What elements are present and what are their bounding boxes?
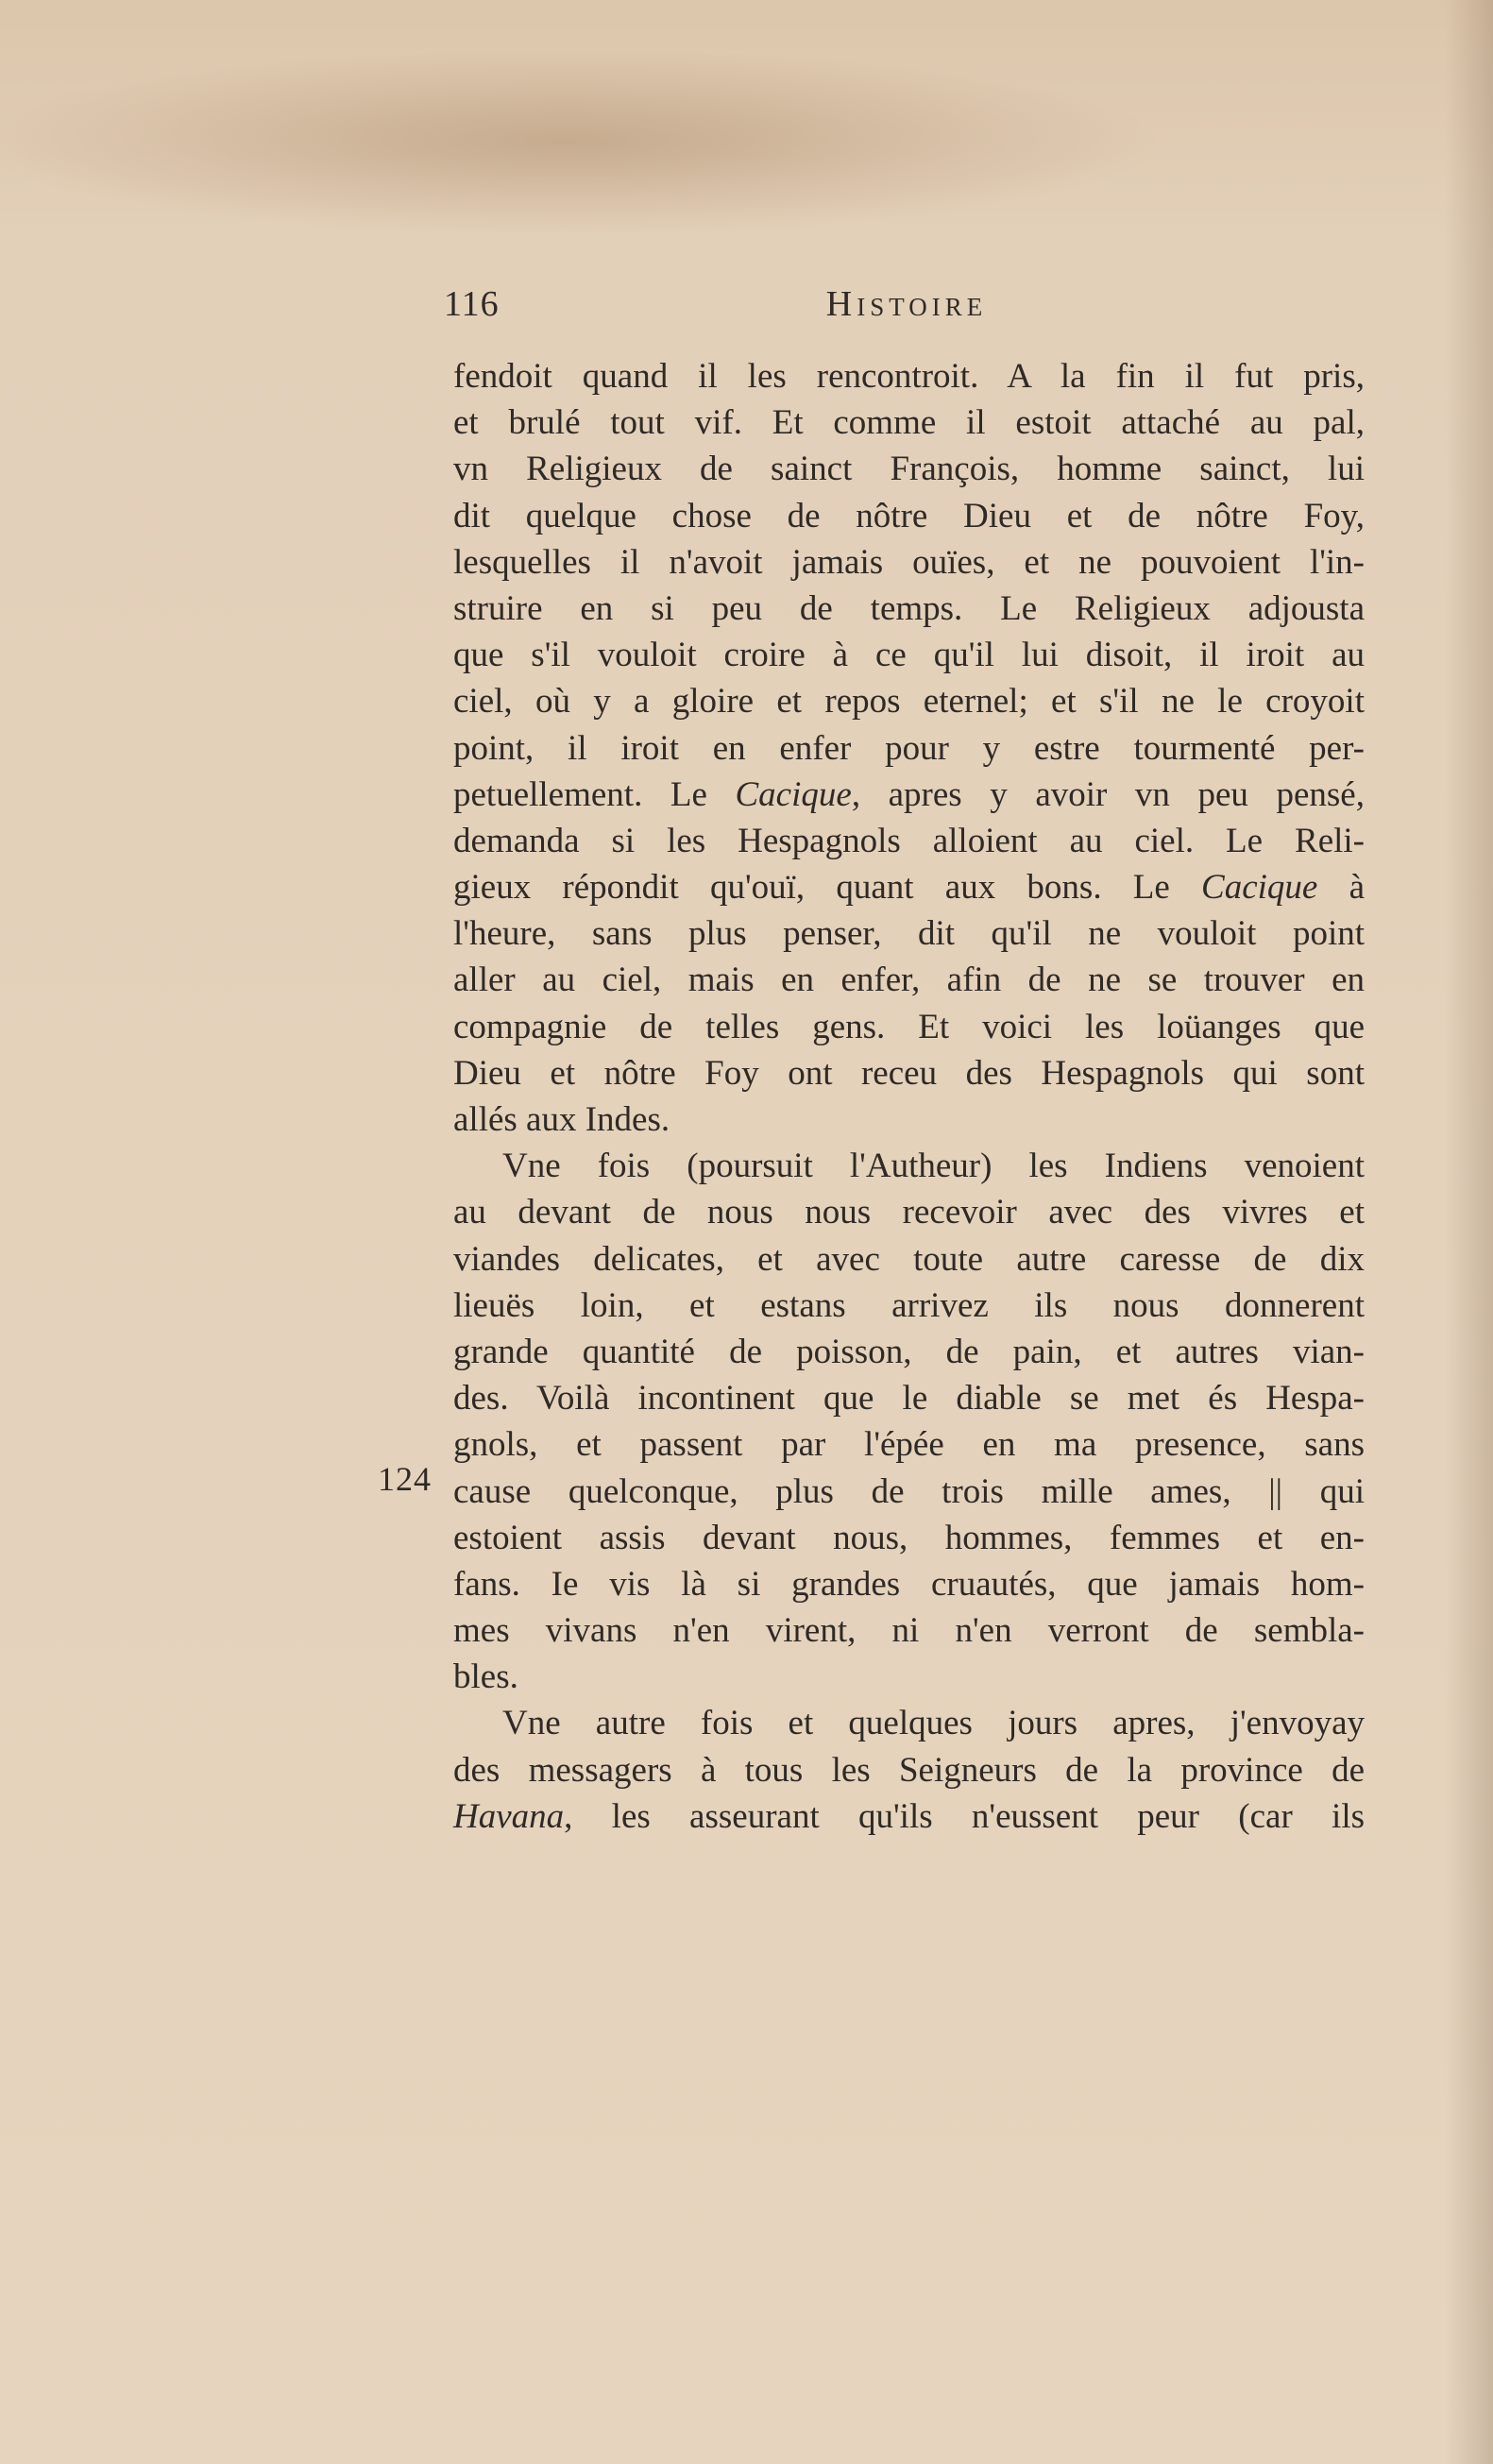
text-line: au devant de nous nous recevoir avec des vivres et (453, 1193, 1365, 1232)
text-line: ciel, où y a gloire et repos eternel; et s'il ne le croyoit (453, 682, 1365, 722)
text-line: fans. Ie vis là si grandes cruautés, que jamais hom- (453, 1564, 1365, 1604)
text-line: dit quelque chose de nôtre Dieu et de nôtre Foy, (453, 496, 1365, 535)
text-line: que s'il vouloit croire à ce qu'il lui disoit, il iroit au (453, 636, 1365, 675)
text-line: fendoit quand il les rencontroit. A la fin il fut pris, (453, 357, 1365, 396)
text-line: estoient assis devant nous, hommes, femmes et en- (453, 1518, 1365, 1557)
text-line: l'heure, sans plus penser, dit qu'il ne vouloit point (453, 914, 1365, 954)
text-line: Vne fois (poursuit l'Autheur) les Indiens venoient (502, 1147, 1365, 1186)
text-line: grande quantité de poisson, de pain, et autres vian- (453, 1332, 1365, 1371)
text-line: Dieu et nôtre Foy ont receu des Hespagnols qui sont (453, 1053, 1365, 1093)
text-line: Vne autre fois et quelques jours apres, j'envoyay (502, 1704, 1365, 1743)
text-line: aller au ciel, mais en enfer, afin de ne se trouver en (453, 960, 1365, 1000)
text-line: vn Religieux de sainct François, homme sainct, lui (453, 450, 1365, 489)
text-line: Havana, les asseurant qu'ils n'eussent peur (car ils (453, 1796, 1365, 1836)
text-line: lieuës loin, et estans arrivez ils nous donnerent (453, 1285, 1365, 1325)
page-number: 116 (444, 284, 500, 324)
text-line: gieux répondit qu'ouï, quant aux bons. Le Cacique à (453, 868, 1365, 908)
page-header (444, 283, 1369, 340)
text-line: bles. (453, 1657, 518, 1697)
text-line: compagnie de telles gens. Et voici les loüanges que (453, 1007, 1365, 1046)
margin-page-reference: 124 (378, 1460, 432, 1498)
text-line: viandes delicates, et avec toute autre caresse de dix (453, 1239, 1365, 1279)
body-text (453, 353, 1365, 1840)
text-line: et brulé tout vif. Et comme il estoit attaché au pal, (453, 403, 1365, 443)
text-line: lesquelles il n'avoit jamais ouïes, et ne pouvoient l'in- (453, 542, 1365, 582)
text-line: allés aux Indes. (453, 1100, 670, 1139)
text-line: cause quelconque, plus de trois mille ames, || qui (453, 1471, 1365, 1511)
text-line: mes vivans n'en virent, ni n'en verront de sembla- (453, 1611, 1365, 1651)
text-line: des. Voilà incontinent que le diable se met és Hespa- (453, 1379, 1365, 1419)
text-line: demanda si les Hespagnols alloient au ciel. Le Reli- (453, 821, 1365, 860)
text-line: gnols, et passent par l'épée en ma presence, sans (453, 1425, 1365, 1465)
running-head: Histoire (825, 284, 988, 324)
text-line: point, il iroit en enfer pour y estre tourmenté per- (453, 728, 1365, 768)
text-line: des messagers à tous les Seigneurs de la province de (453, 1750, 1365, 1790)
text-line: struire en si peu de temps. Le Religieux adjousta (453, 588, 1365, 628)
text-line: petuellement. Le Cacique, apres y avoir vn peu pensé, (453, 774, 1365, 814)
